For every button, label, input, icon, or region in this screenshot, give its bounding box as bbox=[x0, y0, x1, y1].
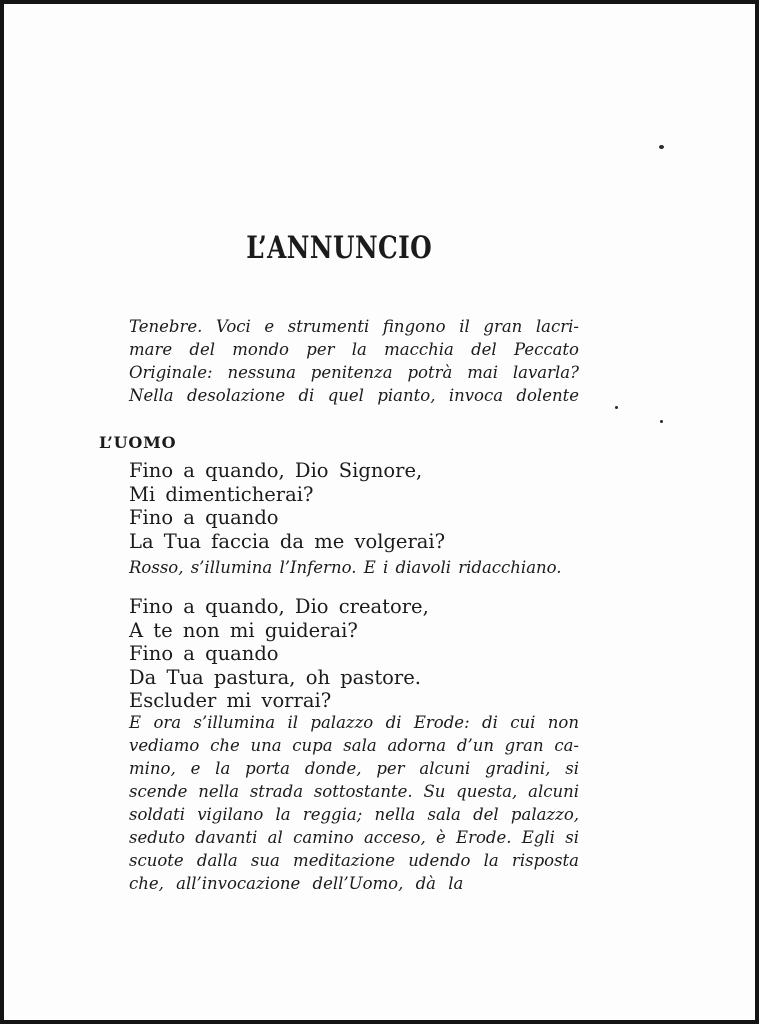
verse-block-1 bbox=[129, 459, 445, 553]
verse-line: Fino a quando, Dio creatore, bbox=[129, 595, 429, 618]
stage-direction-inferno: Rosso, s’illumina l’Inferno. E i diavoli ridacchiano. bbox=[129, 558, 562, 577]
stage-direction-line: Originale: nessuna penitenza potrà mai lavarla? bbox=[129, 363, 579, 382]
stage-direction-line: mare del mondo per la macchia del Peccato bbox=[129, 340, 579, 359]
verse-line: Fino a quando, Dio Signore, bbox=[129, 459, 423, 482]
verse-line: A te non mi guiderai? bbox=[129, 618, 358, 642]
stage-direction-opening bbox=[129, 315, 579, 407]
page-title bbox=[99, 230, 579, 266]
scan-speck bbox=[659, 145, 664, 149]
stage-direction-line: che, all’invocazione dell’Uomo, dà la bbox=[129, 874, 464, 893]
scan-speck bbox=[660, 420, 663, 423]
stage-direction-line: vediamo che una cupa sala adorna d’un gran ca- bbox=[129, 736, 579, 755]
stage-direction-line: scende nella strada sottostante. Su questa, alcuni bbox=[129, 782, 579, 801]
verse-line: Escluder mi vorrai? bbox=[129, 689, 332, 712]
stage-direction-line: Nella desolazione di quel pianto, invoca dolente bbox=[129, 386, 579, 405]
stage-direction-line: soldati vigilano la reggia; nella sala del palazzo, bbox=[129, 805, 579, 824]
scan-speck bbox=[615, 406, 618, 409]
verse-line: Mi dimenticherai? bbox=[129, 482, 314, 506]
stage-direction-line: scuote dalla sua meditazione udendo la risposta bbox=[129, 851, 579, 870]
verse-line: Fino a quando bbox=[129, 506, 279, 529]
stage-direction-line: E ora s’illumina il palazzo di Erode: di cui non bbox=[129, 713, 579, 732]
verse-line: La Tua faccia da me volgerai? bbox=[129, 529, 446, 553]
speaker-label: L’UOMO bbox=[99, 433, 177, 452]
stage-direction-line: seduto davanti al camino acceso, è Erode. Egli si bbox=[129, 828, 579, 847]
stage-direction-line: Tenebre. Voci e strumenti fingono il gran lacri- bbox=[129, 317, 579, 336]
stage-direction-line: mino, e la porta donde, per alcuni gradini, si bbox=[129, 759, 579, 778]
verse-line: Fino a quando bbox=[129, 642, 279, 665]
stage-direction-palace bbox=[129, 711, 579, 895]
verse-block-2 bbox=[129, 595, 429, 713]
page-title-text: L’ANNUNCIO bbox=[246, 230, 432, 266]
verse-line: Da Tua pastura, oh pastore. bbox=[129, 665, 421, 689]
